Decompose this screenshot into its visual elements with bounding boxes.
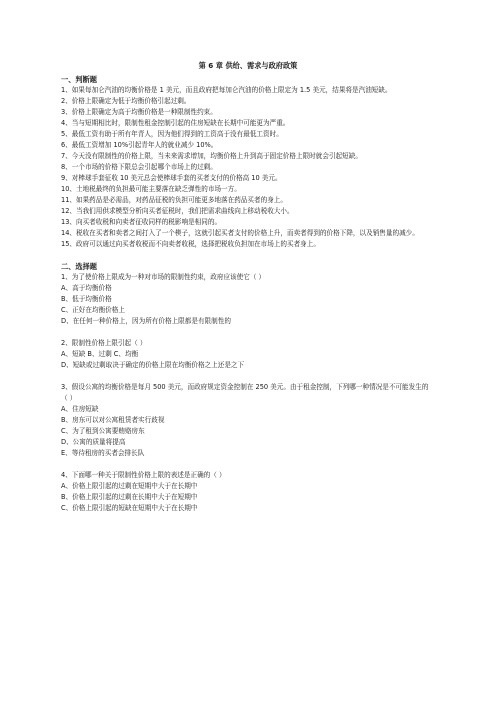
- judgement-item: 2、价格上限确定为低于均衡价格引起过剩。: [61, 97, 191, 105]
- choice-option: C、正好在均衡价格上: [61, 306, 125, 314]
- judgement-item: 12、当我们用供求模型分析向买者征税时，我们把需求曲线向上移动税收大小。: [61, 207, 294, 215]
- choice-option: C、为了租到公寓要贿赂房东: [61, 427, 145, 435]
- judgement-item: 6、最低工资增加 10%引起青年人的就业减少 10%。: [61, 141, 218, 149]
- choice-option: C、价格上限引起的短缺在短期中大于在长期中: [61, 504, 198, 512]
- judgement-item: 15、政府可以通过向买者收税而不向卖者收税，选择把税收负担加在市场上的买者身上。: [61, 240, 320, 248]
- choice-question: 3、假设公寓的均衡价格是每月 500 美元，而政府规定资金控制在 250 美元。由于租金控制，下列哪一种情况是不可能发生的（ ）: [61, 383, 429, 402]
- judgement-item: 14、税收在买者和卖者之间打入了一个楔子，这就引起买者支付的价格上升，而卖者得到的价格下降，以及销售量的减少。: [61, 229, 419, 237]
- choice-question: 2、限制性价格上限引起（ ）: [61, 339, 147, 347]
- choice-option: D、短缺或过剩取决于确定的价格上限在均衡价格之上还是之下: [61, 361, 245, 369]
- choice-question: 4、下面哪一种关于限制性价格上限的表述是正确的（ ）: [61, 471, 226, 479]
- judgement-item: 5、最低工资有助于所有年青人，因为他们得到的工资高于没有最低工资时。: [61, 130, 283, 138]
- question-spacer: [61, 371, 435, 382]
- judgement-item: 4、当与短期相比时，限制性租金控制引起的住房短缺在长期中可能更为严重。: [61, 119, 290, 127]
- question-spacer: [61, 459, 435, 470]
- choice-option: A、高于均衡价格: [61, 284, 112, 292]
- chapter-title: 第 6 章 供给、需求与政府政策: [198, 61, 298, 70]
- choice-option: B、房东可以对公寓租赁者实行歧视: [61, 416, 165, 424]
- choice-option: A、价格上限引起的过剩在短期中大于在长期中: [61, 482, 198, 490]
- choice-option: A、住房短缺: [61, 405, 99, 413]
- document-content: [61, 60, 435, 514]
- section-heading-choice: 二、选择题: [61, 262, 97, 271]
- question-spacer: [61, 327, 435, 338]
- judgement-item: 13、向买者收税和向卖者征收同样的税影响是相同的。: [61, 218, 222, 226]
- section-spacer: [61, 250, 435, 261]
- choice-option: B、价格上限引起的过剩在长期中大于在短期中: [61, 493, 198, 501]
- choice-question: 1、为了使价格上限成为一种对市场的限制性约束，政府应该使它（ ）: [61, 273, 266, 281]
- judgement-item: 9、对棒球手套征收 10 美元总会使棒球手套的买者支付的价格高 10 美元。: [61, 174, 282, 182]
- judgement-item: 3、价格上限确定为高于均衡价格是一种限制性约束。: [61, 108, 217, 116]
- judgement-item: 8、一个市场的价格下限总会引起哪个市场上的过剩。: [61, 163, 217, 171]
- choice-option: D、公寓的质量将提高: [61, 438, 126, 446]
- judgement-item: 10、土地税最终的负担最可能主要落在缺乏弹性的市场一方。: [61, 185, 241, 193]
- choice-option: D、在任何一种价格上，因为所有价格上限都是有限制性的: [61, 317, 231, 325]
- choice-option: E、等待租房的买者会排长队: [61, 449, 145, 457]
- section-heading-judgement: 一、判断题: [61, 75, 97, 84]
- judgement-item: 1、如果每加仑汽油的均衡价格是 1 美元，而且政府把每加仑汽油的价格上限定为 1.5 美元，结果将是汽油短缺。: [61, 86, 392, 94]
- choice-option: B、低于均衡价格: [61, 295, 112, 303]
- judgement-item: 7、今天没有限制性的价格上限，当未来需求增加，均衡价格上升到高于固定价格上限时就会引起短缺。: [61, 152, 362, 160]
- judgement-item: 11、如果药品是必需品，对药品征税的负担可能更多地落在药品买者的身上。: [61, 196, 287, 204]
- choice-option: A、短缺 B、过剩 C、均衡: [61, 350, 139, 358]
